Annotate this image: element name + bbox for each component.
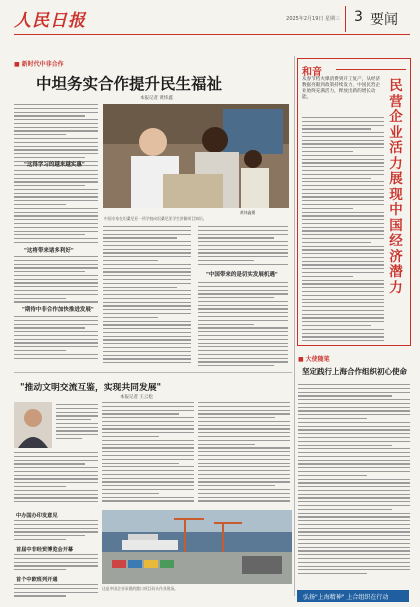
middle-subhead: "中国带来的是切实发展机遇" [206, 272, 278, 278]
article-text-col3b [198, 282, 288, 368]
section-header [345, 6, 410, 32]
second-byline: 本报记者 王云松 [120, 395, 153, 400]
section-number: 3 [354, 9, 363, 25]
article-photo-main [103, 104, 289, 208]
second-text-col3 [198, 402, 290, 506]
portrait-illustration [14, 402, 52, 448]
newspaper-logo: 人民日报 [14, 11, 86, 31]
ambassador-tag: ■ 大使随笔 [298, 354, 330, 363]
commentary-text [302, 117, 384, 341]
section-name: 要闻 [370, 12, 398, 28]
second-text-intro [56, 404, 98, 448]
second-text-col1 [14, 452, 98, 506]
photo-caption: 中国专家在坦桑尼亚一所学校向坦桑尼亚学生讲解项目知识。 [104, 216, 207, 221]
small-news-3: 首个中欧班列开通 [16, 577, 58, 583]
article-text-col3a [198, 226, 288, 268]
portrait-photo [14, 402, 52, 448]
section-divider [14, 372, 292, 373]
small-news-2: 首届中非经贸博览会开幕 [16, 547, 74, 553]
commentary-title: 民营企业活力展现中国经济潜力 [389, 78, 403, 296]
commentary-label: 和音 [302, 67, 322, 78]
article-text-col1c [14, 256, 98, 306]
article-text-col2 [103, 226, 191, 368]
article-text-col1d [14, 316, 98, 366]
article-subhead-1: "这得学习的越来越实惠" [24, 162, 85, 168]
small-news-3-text [14, 584, 98, 600]
small-news-1: 中办国办印发意见 [16, 513, 58, 519]
photo-illustration [103, 104, 289, 208]
second-headline: "推动文明交流互鉴，实现共同发展" [20, 383, 162, 393]
main-byline: 本报记者 黄炜鑫 [140, 96, 173, 101]
article-subhead-3: "期待中非合作加快推进发展" [22, 307, 94, 313]
article-subhead-2: "这将带来诸多利好" [24, 248, 74, 254]
port-illustration [102, 510, 292, 584]
port-photo [102, 510, 292, 584]
ambassador-headline: 坚定践行上海合作组织初心使命 [302, 367, 407, 376]
small-news-1-text [14, 520, 98, 542]
ambassador-text [298, 384, 410, 584]
small-news-2-text [14, 554, 98, 572]
second-text-col2 [102, 402, 194, 506]
port-caption: 这是中国企业承建的港口项目码头作业现场。 [102, 586, 178, 591]
commentary-label-rule [336, 69, 406, 70]
article-text-col1b [14, 170, 98, 248]
main-headline: 中坦务实合作提升民生福祉 [36, 74, 223, 93]
issue-date: 2025年2月19日 星期三 [286, 16, 340, 22]
column-separator [294, 56, 295, 596]
masthead [14, 6, 410, 35]
feature-banner [297, 590, 409, 602]
column-tag: ■ 新时代中非合作 [14, 59, 64, 68]
commentary-box [297, 58, 411, 346]
commentary-lead: 从春节档火爆消费到开工复产，从经济数据亮眼到政策持续发力，中国民营企业始终充满活力，释放出新的增长动能。 [302, 77, 381, 100]
feature-banner-text: 弘扬"上海精神" 上合组织在行动 [303, 594, 389, 601]
photo-credit: 黄炜鑫摄 [240, 210, 256, 215]
